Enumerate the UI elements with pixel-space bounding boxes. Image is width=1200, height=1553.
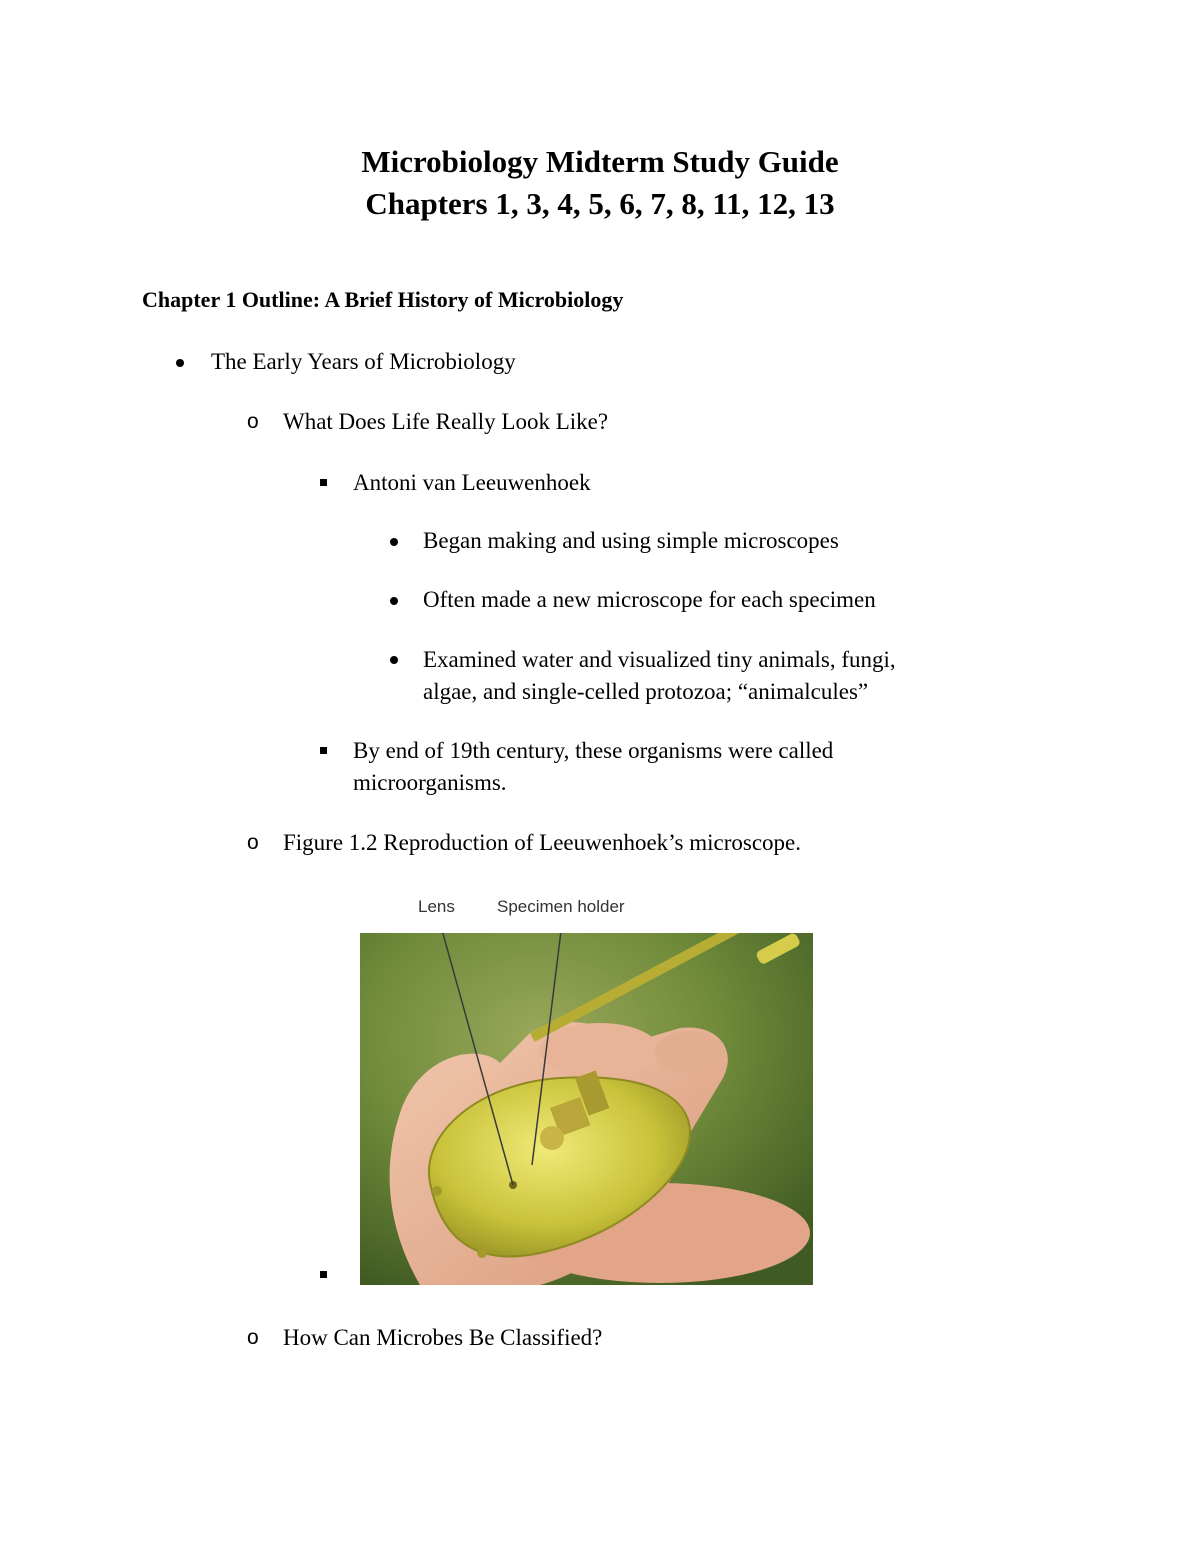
document-subtitle: Chapters 1, 3, 4, 5, 6, 7, 8, 11, 12, 13	[365, 186, 835, 221]
bullet-disc-icon	[390, 597, 398, 605]
chapter-heading: Chapter 1 Outline: A Brief History of Microbiology	[142, 287, 624, 312]
bullet-circle-icon: o	[247, 1326, 259, 1349]
figure-caption: Figure 1.2 Reproduction of Leeuwenhoek’s microscope.	[283, 830, 802, 855]
figure-label-specimen-holder: Specimen holder	[497, 897, 625, 916]
document-title: Microbiology Midterm Study Guide	[361, 144, 839, 179]
outline-item-early-years: The Early Years of Microbiology	[211, 349, 516, 374]
bullet-disc-icon	[176, 359, 184, 367]
microscope-figure	[360, 933, 813, 1285]
outline-item-what-life: What Does Life Really Look Like?	[283, 409, 609, 434]
outline-item-century-continued: microorganisms.	[353, 770, 507, 795]
figure-label-lens: Lens	[418, 897, 455, 916]
outline-point: Began making and using simple microscopes	[423, 528, 839, 553]
bullet-disc-icon	[390, 538, 398, 546]
bullet-square-icon	[320, 479, 327, 486]
bullet-square-icon	[320, 747, 327, 754]
outline-point-continued: algae, and single-celled protozoa; “animalcules”	[423, 679, 869, 704]
outline-point: Examined water and visualized tiny animals, fungi,	[423, 647, 896, 672]
bullet-circle-icon: o	[247, 831, 259, 854]
outline-item-leeuwenhoek: Antoni van Leeuwenhoek	[353, 470, 591, 495]
outline-item-classified: How Can Microbes Be Classified?	[283, 1325, 603, 1350]
outline-point: Often made a new microscope for each specimen	[423, 587, 876, 612]
bullet-square-icon	[320, 1271, 327, 1278]
bullet-disc-icon	[390, 656, 398, 664]
outline-item-century: By end of 19th century, these organisms were called	[353, 738, 834, 763]
bullet-circle-icon: o	[247, 410, 259, 433]
